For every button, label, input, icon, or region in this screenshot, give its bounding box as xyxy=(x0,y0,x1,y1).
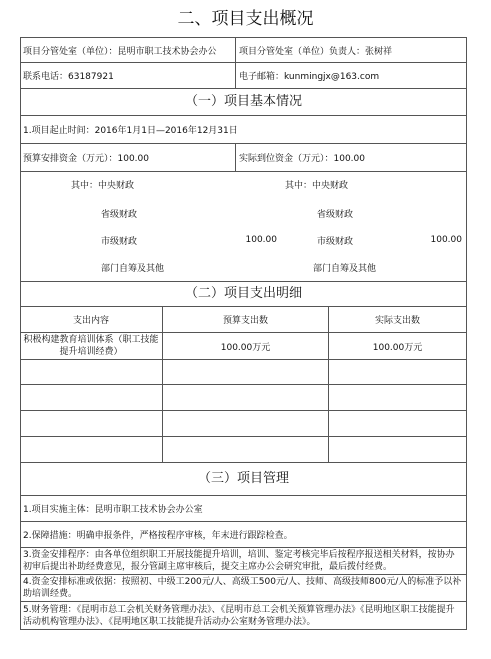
form-table xyxy=(20,37,467,630)
funding-right-value: 100.00 xyxy=(430,235,462,245)
management-item: 5.财务管理：《昆明市总工会机关财务管理办法》、《昆明市总工会机关预算管理办法》《昆明地区职工技能提升活动机构管理办法》、《昆明地区职工技能提升活动办公室财务管理办法》。 xyxy=(23,604,455,627)
divider xyxy=(20,171,467,172)
budget-funds: 预算安排资金（万元）：100.00 xyxy=(23,154,149,164)
divider xyxy=(20,629,467,630)
funding-left-value: 100.00 xyxy=(245,235,277,245)
column-header-content: 支出内容 xyxy=(72,316,109,326)
table-row-content: 积极构建教育培训体系（职工技能提升培训经费） xyxy=(23,335,159,357)
funding-right-label: 省级财政 xyxy=(317,209,354,220)
management-item: 4.资金安排标准或依据：按照初、中级工200元/人、高级工500元/人、技师、高级技师800元/人的标准予以补助培训经费。 xyxy=(23,577,462,599)
divider xyxy=(20,359,467,360)
divider xyxy=(20,384,467,385)
document-title: 二、项目支出概况 xyxy=(177,9,314,29)
responsible-person-field: 项目分管处室（单位）负责人：张树祥 xyxy=(239,46,393,57)
divider xyxy=(20,436,467,437)
section3-title: （三）项目管理 xyxy=(197,471,289,486)
column-header-actual: 实际支出数 xyxy=(374,316,420,326)
project-period: 1.项目起止时间：2016年1月1日—2016年12月31日 xyxy=(23,126,238,136)
management-item: 2.保障措施：明确申报条件，严格按程序审核，年末进行跟踪检查。 xyxy=(23,531,293,541)
phone-field: 联系电话：63187921 xyxy=(23,72,114,82)
divider xyxy=(20,410,467,411)
funding-left-label: 其中：中央财政 xyxy=(71,180,135,191)
section2-title: （二）项目支出明细 xyxy=(184,286,302,301)
table-border-right xyxy=(466,37,467,630)
funding-left-label: 省级财政 xyxy=(101,209,138,220)
unit-field: 项目分管处室（单位）：昆明市职工技术协会办公 xyxy=(23,46,217,57)
section1-title: （一）项目基本情况 xyxy=(184,94,302,109)
table-row-actual: 100.00万元 xyxy=(372,342,423,353)
email-field: 电子邮箱：kunmingjx@163.com xyxy=(239,72,380,82)
management-item: 1.项目实施主体：昆明市职工技术协会办公室 xyxy=(23,505,203,515)
funding-left-label: 市级财政 xyxy=(101,236,138,247)
funding-right-label: 市级财政 xyxy=(317,236,354,247)
actual-funds: 实际到位资金（万元）：100.00 xyxy=(239,154,365,164)
column-header-budget: 预算支出数 xyxy=(222,316,268,326)
funding-left-label: 部门自筹及其他 xyxy=(101,263,165,274)
funding-right-label: 其中：中央财政 xyxy=(285,180,349,191)
table-row-budget: 100.00万元 xyxy=(220,342,271,353)
funding-right-label: 部门自筹及其他 xyxy=(313,263,377,274)
management-item: 3.资金安排程序：由各单位组织职工开展技能提升培训，培训、鉴定考核完毕后按程序报送相关材料，按协办初审后提出补助经费意见，报分管副主席审核后，提交主席办公会研究审批，最后拨付经费。 xyxy=(23,550,455,572)
